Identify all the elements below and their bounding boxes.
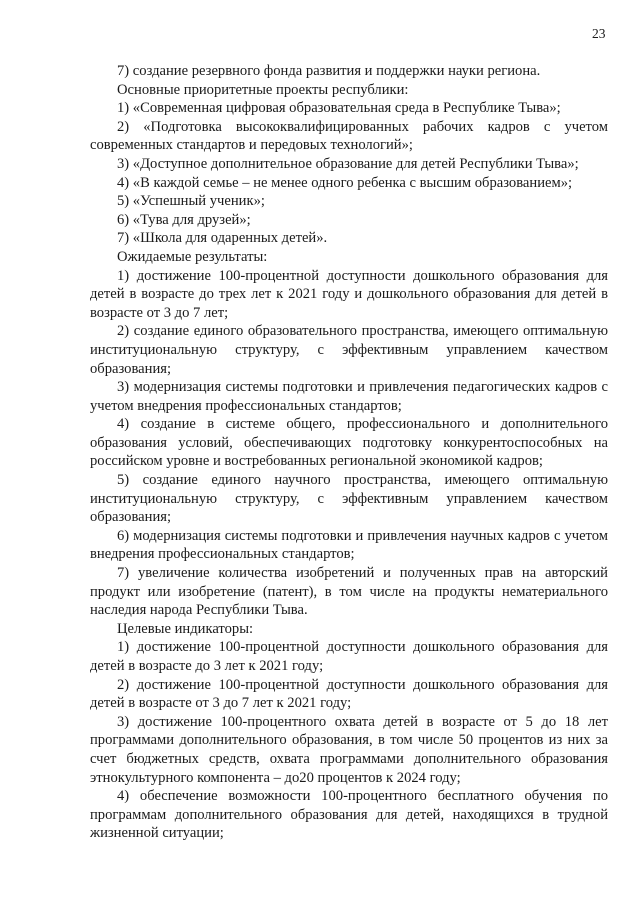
indicator-item-3: 3) достижение 100-процентного охвата детей в возрасте от 5 до 18 лет программами дополнительного образования, в том числе 50 процентов из них за счет бюджетных средств, охвата программами дополнительного образования этнокультурного компонента – до20 процентов к 2024 году; bbox=[90, 713, 608, 786]
project-item-1: 1) «Современная цифровая образовательная среда в Республике Тыва»; bbox=[117, 100, 561, 117]
project-item-2: 2) «Подготовка высококвалифицированных рабочих кадров с учетом современных стандартов и передовых технологий»; bbox=[90, 118, 608, 154]
indicator-item-2: 2) достижение 100-процентной доступности дошкольного образования для детей в возрасте от 3 до 7 лет к 2021 году; bbox=[90, 676, 608, 712]
heading-priority-projects: Основные приоритетные проекты республики: bbox=[117, 81, 409, 98]
project-item-5: 5) «Успешный ученик»; bbox=[117, 193, 265, 210]
document-body bbox=[90, 62, 608, 843]
result-item-3: 3) модернизация системы подготовки и привлечения педагогических кадров с учетом внедрения профессиональных стандартов; bbox=[90, 379, 608, 414]
project-item-7: 7) «Школа для одаренных детей». bbox=[117, 230, 328, 247]
indicator-item-4: 4) обеспечение возможности 100-процентного бесплатного обучения по программам дополнительного образования для детей, находящихся в трудной жизненной ситуации; bbox=[90, 788, 608, 842]
project-item-4: 4) «В каждой семье – не менее одного ребенка с высшим образованием»; bbox=[117, 174, 573, 191]
project-item-6: 6) «Тува для друзей»; bbox=[117, 211, 251, 228]
indicator-item-1: 1) достижение 100-процентной доступности дошкольного образования для детей в возрасте до 3 лет к 2021 году; bbox=[90, 639, 608, 674]
result-item-6: 6) модернизация системы подготовки и привлечения научных кадров с учетом внедрения профессиональных стандартов; bbox=[90, 527, 608, 563]
heading-target-indicators: Целевые индикаторы: bbox=[117, 620, 254, 637]
result-item-7: 7) увеличение количества изобретений и полученных прав на авторский продукт или изобретение (патент), в том числе на продукты нематериального наследия народа Республики Тыва. bbox=[90, 565, 608, 619]
heading-expected-results: Ожидаемые результаты: bbox=[117, 248, 268, 265]
paragraph-reserve-fund: 7) создание резервного фонда развития и поддержки науки региона. bbox=[117, 63, 541, 79]
project-item-3: 3) «Доступное дополнительное образование для детей Республики Тыва»; bbox=[117, 155, 579, 172]
result-item-1: 1) достижение 100-процентной доступности дошкольного образования для детей в возрасте до трех лет к 2021 году и дошкольного образования для детей в возрасте от 3 до 7 лет; bbox=[90, 267, 608, 321]
result-item-4: 4) создание в системе общего, профессионального и дополнительного образования условий, обеспечивающих подготовку конкурентоспособных на российском уровне и востребованных региональной экономикой кадров; bbox=[90, 416, 608, 470]
page-number: 23 bbox=[592, 26, 606, 41]
result-item-5: 5) создание единого научного пространства, имеющего оптимальную институциональную структуру, с эффективным управлением качеством образования; bbox=[90, 472, 608, 526]
result-item-2: 2) создание единого образовательного пространства, имеющего оптимальную институциональную структуру, с эффективным управлением качеством образования; bbox=[90, 323, 608, 377]
